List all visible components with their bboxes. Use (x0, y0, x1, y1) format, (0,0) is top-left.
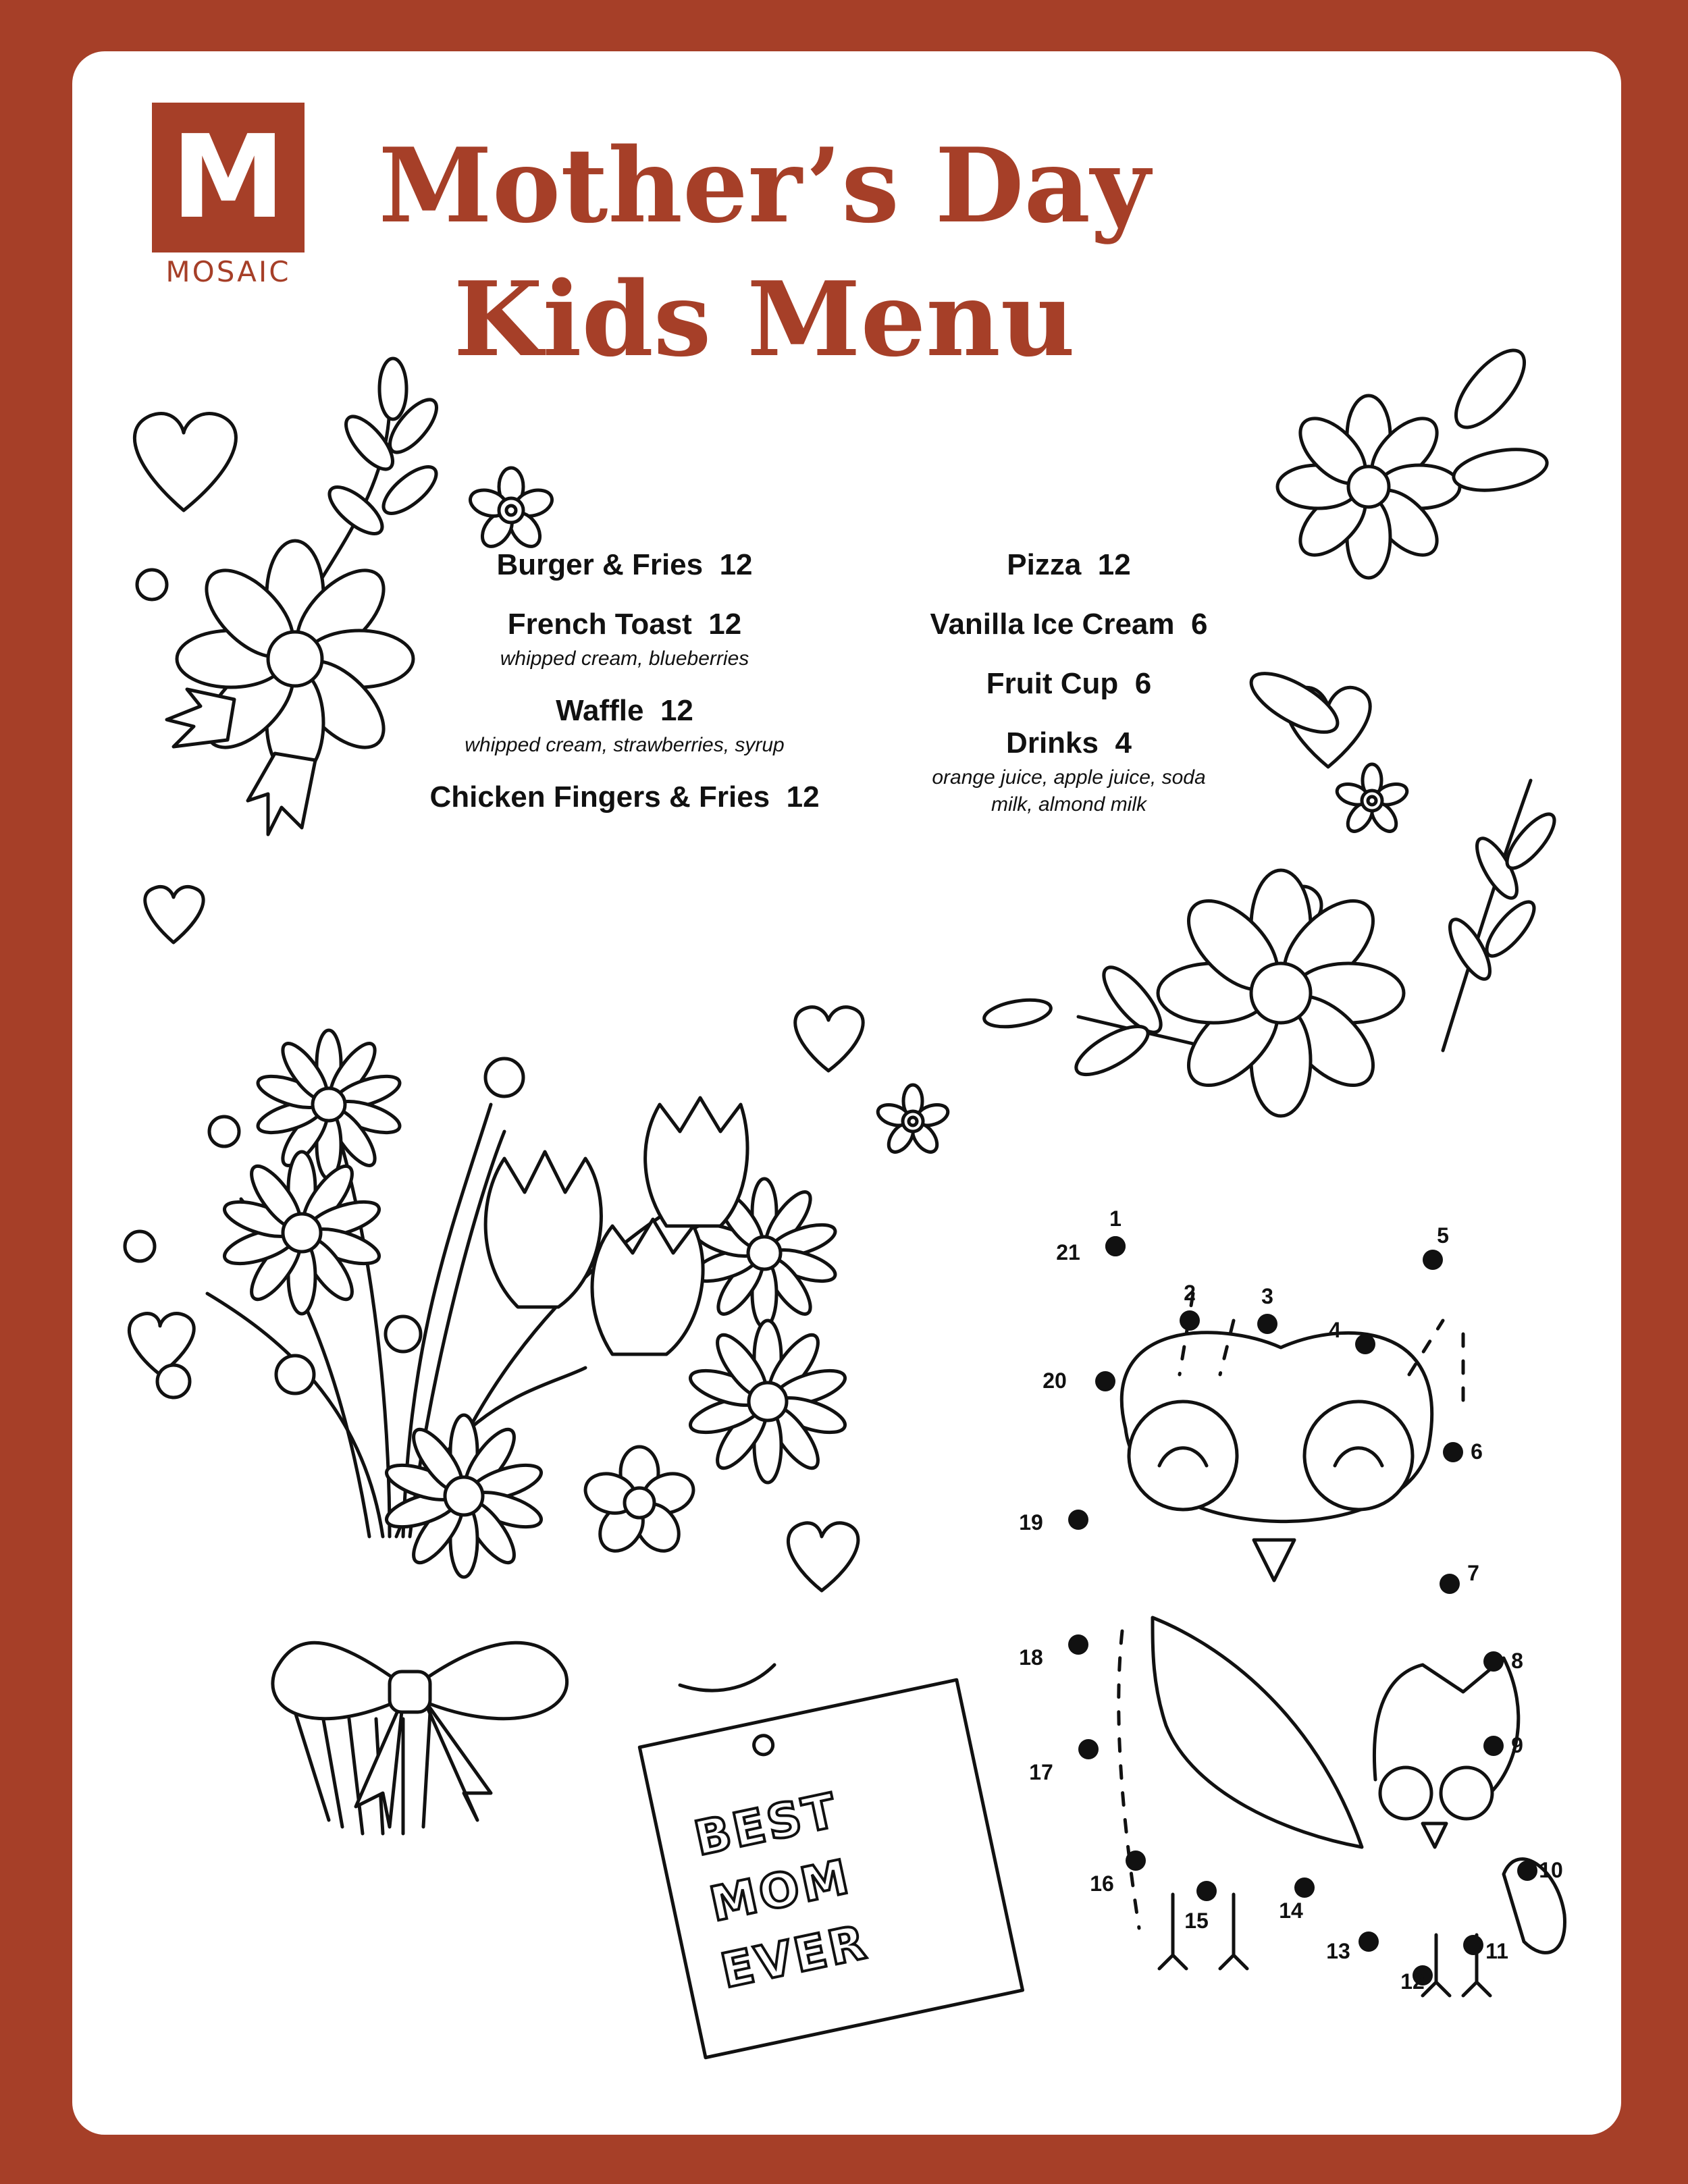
dot-number: 20 (1043, 1368, 1067, 1393)
dot-marker (1078, 1739, 1099, 1759)
dot-number: 9 (1511, 1733, 1523, 1757)
dot-number: 11 (1485, 1939, 1508, 1963)
item-price: 6 (1134, 667, 1152, 700)
dot-marker (1517, 1861, 1537, 1881)
owl-illustration (1119, 1294, 1565, 1996)
dot-number: 10 (1539, 1858, 1563, 1882)
item-price: 12 (708, 608, 742, 641)
item-label: Burger & Fries (496, 548, 704, 581)
menu-item (812, 722, 1325, 818)
flower-icon (467, 468, 556, 552)
title-line-2: Kids Menu (453, 259, 1076, 379)
dot-marker (1180, 1310, 1200, 1331)
dot-number: 8 (1511, 1649, 1523, 1673)
menu-item-description: milk, almond milk (991, 793, 1147, 816)
dot-marker (1105, 1236, 1126, 1256)
dot-marker (1095, 1371, 1115, 1391)
item-label: Chicken Fingers & Fries (429, 780, 770, 814)
menu-item-description: orange juice, apple juice, soda (932, 766, 1206, 789)
dot-marker (1443, 1442, 1463, 1462)
item-price: 12 (1097, 548, 1131, 581)
menu-item-name (812, 722, 1325, 764)
item-label: Fruit Cup (986, 667, 1119, 700)
menu-item (812, 604, 1325, 645)
dot-marker (1068, 1510, 1088, 1530)
menu-card (72, 51, 1621, 2135)
flower-icon (1158, 870, 1404, 1116)
menu-item-name (812, 663, 1325, 705)
dot-number: 16 (1090, 1871, 1114, 1896)
dot-number: 21 (1056, 1240, 1080, 1264)
logo-letter: M (171, 111, 286, 244)
item-price: 12 (786, 780, 820, 814)
item-label: Vanilla Ice Cream (930, 608, 1175, 641)
flower-icon (383, 1415, 546, 1577)
dot-marker (1423, 1250, 1443, 1270)
bouquet-illustration (125, 1030, 1023, 2058)
heart-icon (145, 886, 203, 942)
flower-icon (580, 1447, 698, 1560)
dot-number: 4 (1329, 1318, 1341, 1342)
flower-icon (687, 1321, 849, 1483)
dot-number: 14 (1279, 1898, 1303, 1923)
menu-column-right (812, 544, 1325, 836)
dot-number: 2 (1184, 1281, 1196, 1305)
dot-number: 17 (1029, 1760, 1053, 1784)
dot-marker (1126, 1850, 1146, 1871)
dot-marker (1440, 1574, 1460, 1594)
menu-item (812, 663, 1325, 705)
dot-number: 19 (1019, 1510, 1043, 1535)
heart-icon (788, 1523, 858, 1591)
dot-number: 15 (1184, 1909, 1209, 1933)
item-label: Waffle (556, 694, 644, 727)
menu-item-description: whipped cream, blueberries (500, 647, 749, 670)
flower-icon (875, 1085, 950, 1156)
item-price: 4 (1115, 726, 1132, 760)
dot-number: 3 (1261, 1284, 1273, 1308)
logo (152, 103, 305, 288)
item-price: 12 (660, 694, 693, 727)
dot-marker (1359, 1932, 1379, 1952)
item-label: Pizza (1007, 548, 1082, 581)
logo-wordmark: MOSAIC (165, 255, 291, 288)
dot-marker (1257, 1314, 1277, 1334)
menu-item (812, 544, 1325, 586)
dot-marker (1355, 1334, 1375, 1354)
item-label: French Toast (507, 608, 692, 641)
dot-number: 18 (1019, 1645, 1043, 1670)
page-title (309, 119, 1220, 386)
dot-number: 13 (1326, 1939, 1350, 1963)
menu-item-description: whipped cream, strawberries, syrup (465, 734, 785, 756)
item-price: 12 (719, 548, 753, 581)
dot-marker (1483, 1651, 1504, 1672)
tag-line-1: BEST (689, 1782, 844, 1867)
dot-number: 6 (1471, 1439, 1483, 1464)
flower-icon (1334, 764, 1409, 836)
dot-marker (1483, 1736, 1504, 1756)
item-label: Drinks (1006, 726, 1099, 760)
dot-marker (1196, 1881, 1217, 1901)
dot-number: 1 (1109, 1206, 1122, 1231)
dot-marker (1463, 1935, 1483, 1955)
logo-mark (152, 103, 305, 252)
tag-line-2: MOM (705, 1848, 856, 1933)
dot-number: 7 (1467, 1561, 1479, 1585)
heart-icon (795, 1007, 863, 1071)
flower-icon (221, 1152, 384, 1314)
connect-dots (1019, 1206, 1563, 1994)
flower-icon (255, 1030, 403, 1179)
menu-item-name (812, 604, 1325, 645)
dot-marker (1294, 1877, 1315, 1898)
heart-icon (129, 1314, 194, 1375)
dot-number: 12 (1400, 1969, 1425, 1994)
title-line-1: Mother’s Day (378, 125, 1151, 246)
tag-line-3: EVER (716, 1914, 873, 2000)
menu-item-name (812, 544, 1325, 586)
dot-number: 5 (1437, 1223, 1449, 1248)
item-price: 6 (1190, 608, 1208, 641)
dot-marker (1068, 1634, 1088, 1655)
heart-icon (134, 414, 236, 510)
